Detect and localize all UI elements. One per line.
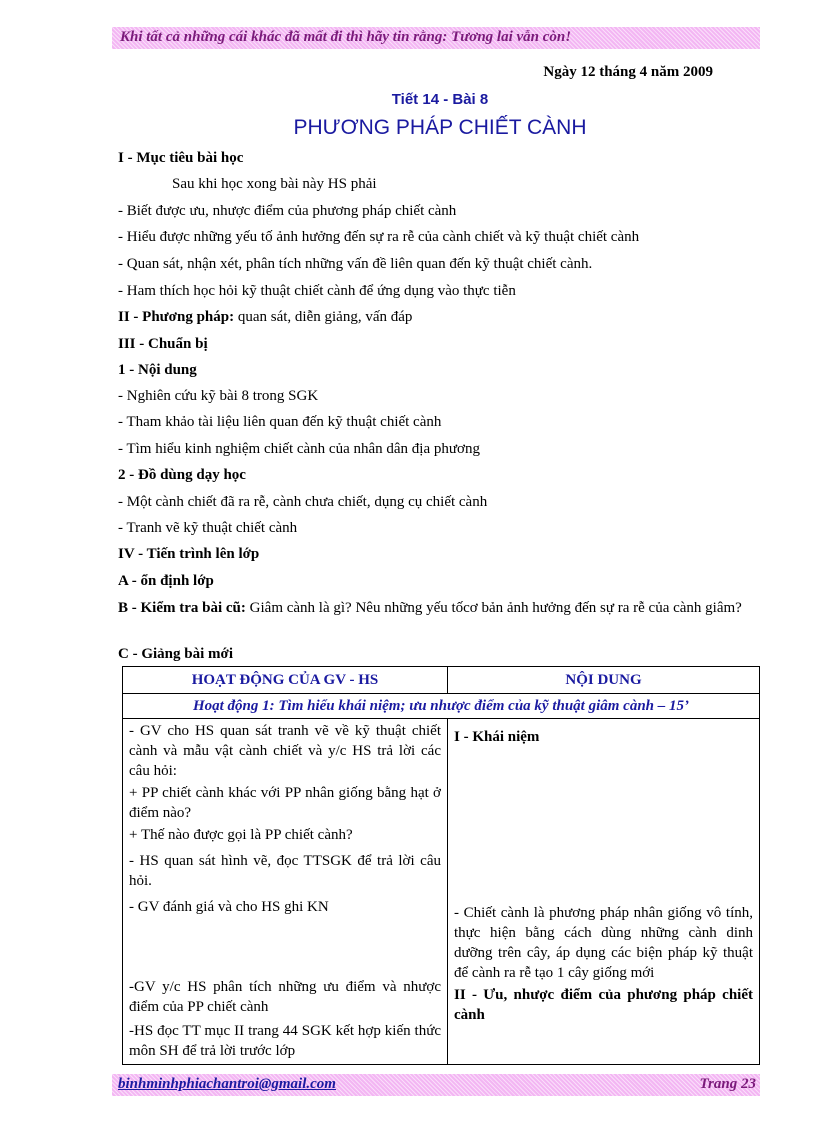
left-paragraph: + Thế nào được gọi là PP chiết cành? — [129, 827, 353, 843]
footer-band — [112, 1074, 760, 1096]
left-paragraph: + PP chiết cành khác với PP nhân giống bằng hạt ở điểm nào? — [129, 785, 441, 821]
objective-item: - Quan sát, nhận xét, phân tích những vấn đề liên quan đến kỹ thuật chiết cành. — [118, 256, 593, 272]
left-paragraph: - HS quan sát hình vẽ, đọc TTSGK để trả lời câu hỏi. — [129, 853, 441, 889]
lesson-table — [122, 666, 760, 1065]
objective-item: - Biết được ưu, nhược điểm của phương pháp chiết cành — [118, 203, 457, 219]
section-objectives: I - Mục tiêu bài học — [118, 150, 244, 166]
table-cell-right — [448, 719, 760, 1065]
footer-email-link[interactable]: binhminhphiachantroi@gmail.com — [118, 1076, 336, 1092]
lesson-number: Tiết 14 - Bài 8 — [391, 91, 489, 108]
page-number: Trang 23 — [699, 1076, 756, 1092]
section-procedure: IV - Tiến trình lên lớp — [118, 546, 260, 562]
left-paragraph: -HS đọc TT mục II trang 44 SGK kết hợp kiến thức môn SH để trả lời trước lớp — [129, 1023, 441, 1059]
page-title: PHƯƠNG PHÁP CHIẾT CÀNH — [293, 116, 587, 139]
content-item: - Tham khảo tài liệu liên quan đến kỹ thuật chiết cành — [118, 414, 442, 430]
table-header-content: NỘI DUNG — [448, 667, 760, 694]
right-heading: II - Ưu, nhược điểm của phương pháp chiết cành — [454, 987, 753, 1023]
activity-row: Hoạt động 1: Tìm hiểu khái niệm; ưu nhược điểm của kỹ thuật giâm cành – 15’ — [123, 694, 760, 719]
lesson-date: Ngày 12 tháng 4 năm 2009 — [543, 64, 713, 80]
materials-item: - Một cành chiết đã ra rễ, cành chưa chiết, dụng cụ chiết cành — [118, 494, 488, 510]
materials-item: - Tranh vẽ kỹ thuật chiết cành — [118, 520, 298, 536]
step-b-text: Giâm cành là gì? Nêu những yếu tốcơ bản ảnh hưởng đến sự ra rễ của cành giâm? — [245, 600, 742, 616]
content-item: - Nghiên cứu kỹ bài 8 trong SGK — [118, 388, 319, 404]
left-paragraph: - GV đánh giá và cho HS ghi KN — [129, 899, 329, 915]
subsection-materials: 2 - Đồ dùng dạy học — [118, 467, 246, 483]
step-b-label: B - Kiểm tra bài cũ: — [118, 600, 246, 616]
left-paragraph: - GV cho HS quan sát tranh vẽ về kỹ thuật chiết cành và mẫu vật cành chiết và y/c HS trả lời các câu hỏi: — [129, 723, 441, 779]
right-paragraph: - Chiết cành là phương pháp nhân giống vô tính, thực hiện bằng cách dùng những cành dinh dưỡng trên cây, áp dụng các biện pháp kỹ thuật để cành ra rễ tạo 1 cây giống mới — [454, 905, 753, 981]
objective-item: - Hiểu được những yếu tố ảnh hưởng đến sự ra rễ của cành chiết và kỹ thuật chiết cành — [118, 229, 640, 245]
method-label: II - Phương pháp: — [118, 309, 235, 325]
left-paragraph: -GV y/c HS phân tích những ưu điểm và nhược điểm của PP chiết cành — [129, 979, 441, 1015]
content-item: - Tìm hiểu kinh nghiệm chiết cành của nhân dân địa phương — [118, 441, 480, 457]
table-cell-left — [123, 719, 448, 1065]
step-c: C - Giảng bài mới — [118, 646, 233, 662]
table-header-activities: HOẠT ĐỘNG CỦA GV - HS — [123, 667, 448, 694]
section-method — [118, 309, 412, 326]
header-quote: Khi tất cả những cái khác đã mất đi thì hãy tin rằng: Tương lai vẫn còn! — [120, 29, 572, 45]
step-b — [118, 598, 760, 619]
step-a: A - ổn định lớp — [118, 573, 214, 589]
method-text: quan sát, diễn giảng, vấn đáp — [234, 309, 413, 325]
right-heading: I - Khái niệm — [454, 729, 540, 745]
section-preparation: III - Chuẩn bị — [118, 336, 208, 352]
header-band — [112, 27, 760, 49]
objectives-intro: Sau khi học xong bài này HS phải — [172, 176, 377, 192]
subsection-content: 1 - Nội dung — [118, 362, 197, 378]
objective-item: - Ham thích học hỏi kỹ thuật chiết cành để ứng dụng vào thực tiễn — [118, 283, 516, 299]
